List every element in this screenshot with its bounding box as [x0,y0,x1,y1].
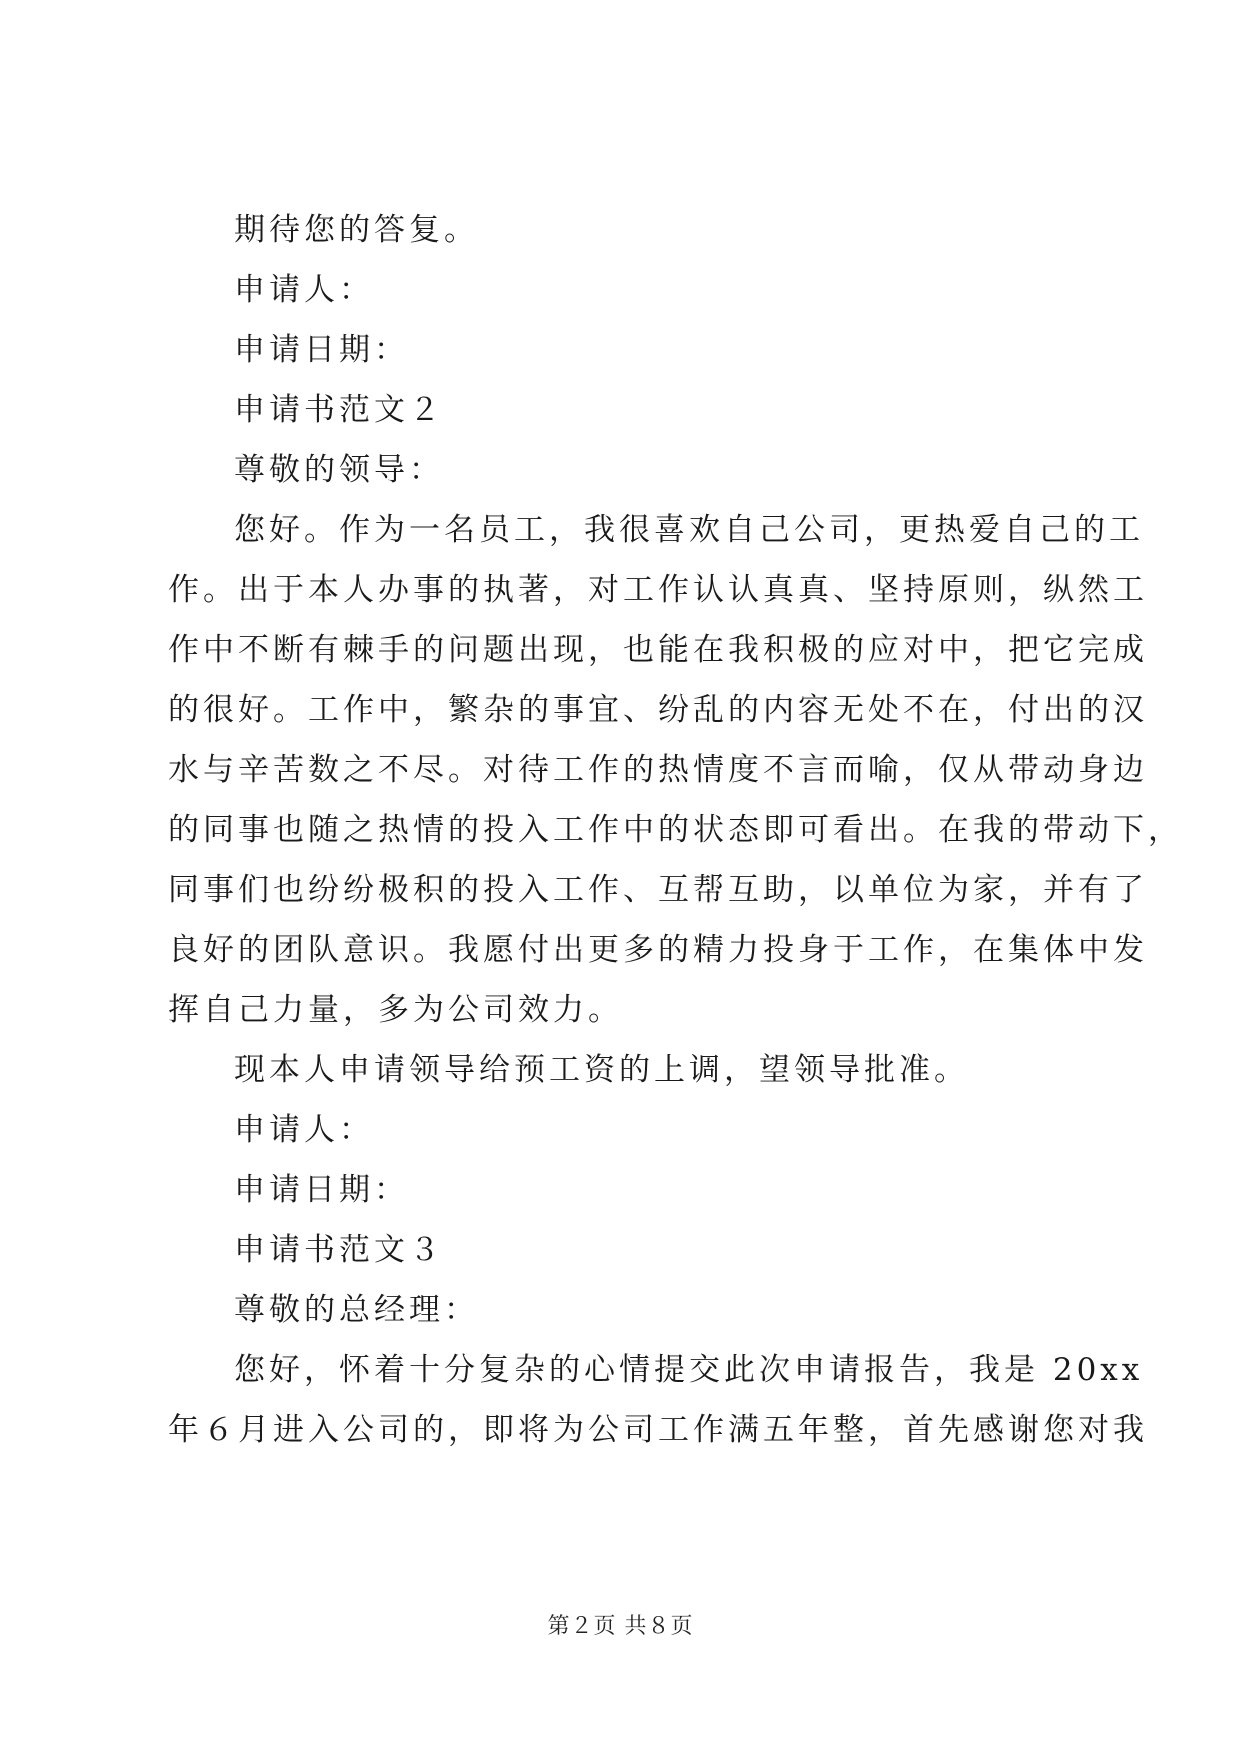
document-body [168,200,1183,1460]
salutation: 尊敬的总经理： [234,1292,479,1328]
paragraph-line: 作。出于本人办事的执著，对工作认认真真、坚持原则，纵然工 [168,572,1148,608]
applicant-label: 申请人： [234,272,374,308]
paragraph-line: 水与辛苦数之不尽。对待工作的热情度不言而喻，仅从带动身边 [168,752,1148,788]
request-line: 现本人申请领导给预工资的上调，望领导批准。 [234,1052,969,1088]
application-date-label: 申请日期： [234,332,409,368]
paragraph-line: 的很好。工作中，繁杂的事宜、纷乱的内容无处不在，付出的汉 [168,692,1148,728]
paragraph-line: 作中不断有棘手的问题出现，也能在我积极的应对中，把它完成 [168,632,1148,668]
paragraph-line: 挥自己力量，多为公司效力。 [168,992,623,1028]
applicant-label: 申请人： [234,1112,374,1148]
paragraph-line: 同事们也纷纷极积的投入工作、互帮互助，以单位为家，并有了 [168,872,1148,908]
section-heading: 申请书范文２ [234,392,444,428]
salutation: 尊敬的领导： [234,452,444,488]
application-date-label: 申请日期： [234,1172,409,1208]
page-number-footer: 第２页 共８页 [547,1614,694,1639]
paragraph-line: 您好。作为一名员工，我很喜欢自己公司，更热爱自己的工 [234,512,1144,548]
closing-line: 期待您的答复。 [234,212,479,248]
paragraph-line: 年６月进入公司的，即将为公司工作满五年整，首先感谢您对我 [168,1412,1148,1448]
section-heading: 申请书范文３ [234,1232,444,1268]
paragraph-line: 良好的团队意识。我愿付出更多的精力投身于工作，在集体中发 [168,932,1148,968]
paragraph-line: 您好，怀着十分复杂的心情提交此次申请报告，我是 20xx [234,1352,1144,1388]
paragraph-line: 的同事也随之热情的投入工作中的状态即可看出。在我的带动下， [168,812,1183,848]
